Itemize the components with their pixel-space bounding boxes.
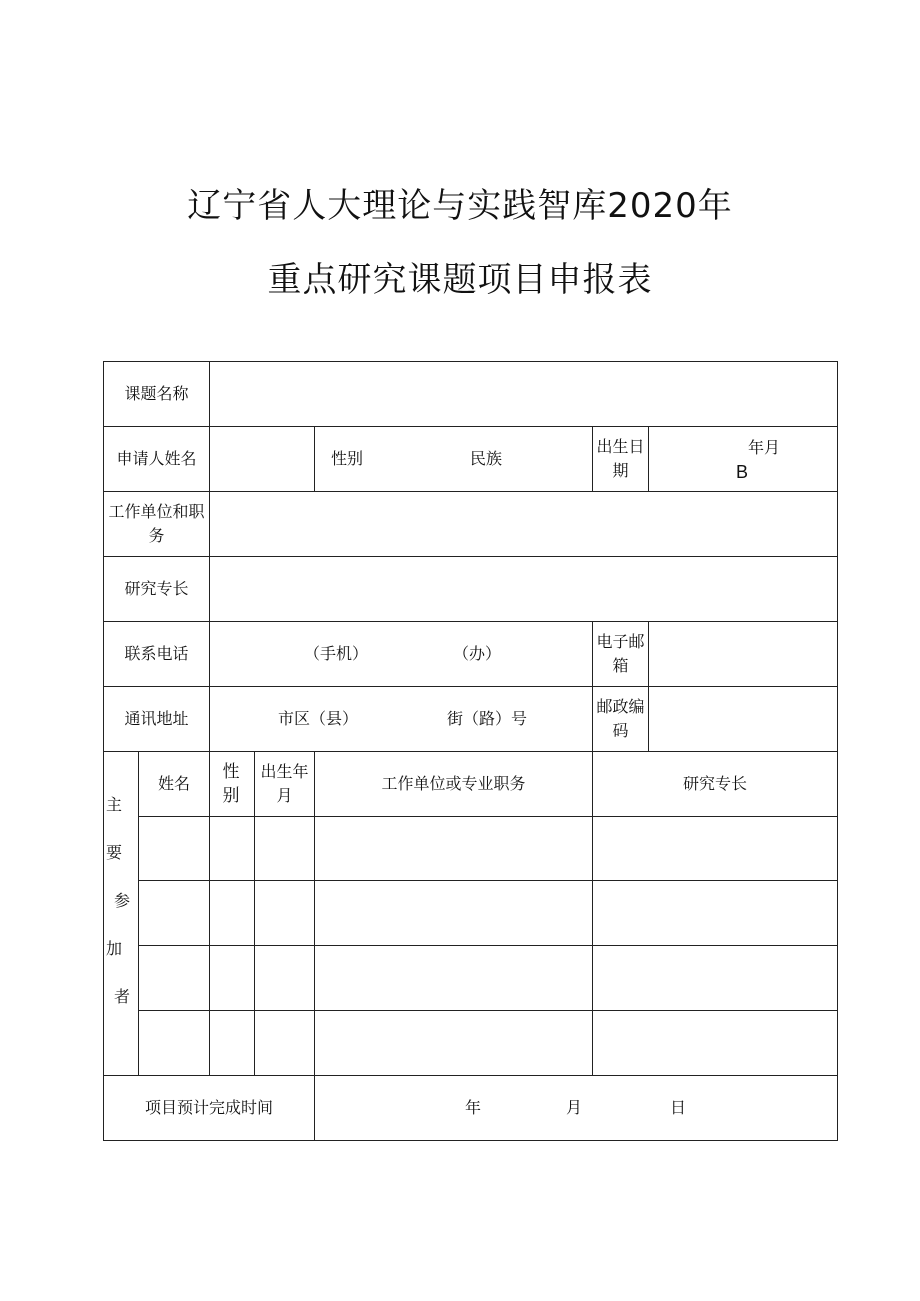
participant-name-cell[interactable] xyxy=(139,1011,209,1075)
participant-specialty-cell[interactable] xyxy=(593,881,837,945)
participant-specialty-cell[interactable] xyxy=(593,946,837,1010)
birth-date-extra: B xyxy=(735,462,748,482)
participant-name-header: 姓名 xyxy=(157,774,190,793)
participant-birth-cell[interactable] xyxy=(255,881,314,945)
birth-date-label: 出生日期 xyxy=(596,437,645,480)
participant-name-cell[interactable] xyxy=(139,817,209,880)
form-title-line-1: 辽宁省人大理论与实践智库2020年 xyxy=(187,186,733,226)
ethnicity-field[interactable] xyxy=(520,427,592,491)
specialty-label: 研究专长 xyxy=(124,579,189,598)
participant-birth-header: 出生年月 xyxy=(260,762,309,805)
postal-code-field[interactable] xyxy=(649,687,837,751)
participant-name-cell[interactable] xyxy=(139,881,209,945)
participants-label-char: 者 xyxy=(114,987,131,1006)
specialty-field[interactable] xyxy=(210,557,837,621)
email-field[interactable] xyxy=(649,622,837,686)
completion-day-label: 日 xyxy=(669,1098,686,1117)
participant-gender-cell[interactable] xyxy=(210,881,254,945)
participants-label-char: 加 xyxy=(106,939,123,958)
participant-gender-cell[interactable] xyxy=(210,946,254,1010)
phone-mobile-label: （手机） xyxy=(303,644,368,663)
participant-work-cell[interactable] xyxy=(315,881,592,945)
participant-work-cell[interactable] xyxy=(315,817,592,880)
completion-year-label: 年 xyxy=(464,1098,481,1117)
email-label: 电子邮箱 xyxy=(596,632,645,675)
participant-specialty-cell[interactable] xyxy=(593,817,837,880)
participant-work-header: 工作单位或专业职务 xyxy=(381,774,526,793)
phone-label: 联系电话 xyxy=(124,644,189,663)
participant-gender-cell[interactable] xyxy=(210,1011,254,1075)
work-unit-label: 工作单位和职务 xyxy=(108,502,205,545)
participant-birth-cell[interactable] xyxy=(255,817,314,880)
participants-label-char: 要 xyxy=(106,843,123,862)
applicant-name-field[interactable] xyxy=(210,427,314,491)
participants-label-char: 参 xyxy=(114,891,131,910)
participants-label-char: 主 xyxy=(106,795,123,814)
address-city-label: 市区（县） xyxy=(277,709,358,728)
completion-time-label: 项目预计完成时间 xyxy=(144,1098,273,1117)
participant-birth-cell[interactable] xyxy=(255,1011,314,1075)
birth-date-value[interactable]: 年月 xyxy=(747,438,780,457)
form-title-line-2: 重点研究课题项目申报表 xyxy=(267,260,653,300)
work-unit-field[interactable] xyxy=(210,492,837,556)
participant-specialty-header: 研究专长 xyxy=(682,774,747,793)
participant-gender-cell[interactable] xyxy=(210,817,254,880)
gender-label: 性别 xyxy=(330,449,363,468)
table-line xyxy=(837,361,838,1141)
gender-field[interactable] xyxy=(380,427,450,491)
ethnicity-label: 民族 xyxy=(469,449,502,468)
address-label: 通讯地址 xyxy=(124,709,189,728)
participant-name-cell[interactable] xyxy=(139,946,209,1010)
participant-birth-cell[interactable] xyxy=(255,946,314,1010)
topic-name-field[interactable] xyxy=(210,362,837,426)
completion-month-label: 月 xyxy=(565,1098,582,1117)
participant-specialty-cell[interactable] xyxy=(593,1011,837,1075)
table-line xyxy=(648,426,649,491)
table-line xyxy=(103,1140,838,1141)
participant-gender-header: 性别 xyxy=(222,762,240,806)
applicant-name-label: 申请人姓名 xyxy=(116,449,197,468)
phone-office-label: （办） xyxy=(453,644,502,663)
postal-code-label: 邮政编码 xyxy=(596,697,645,740)
topic-name-label: 课题名称 xyxy=(124,384,189,403)
participant-work-cell[interactable] xyxy=(315,1011,592,1075)
participant-work-cell[interactable] xyxy=(315,946,592,1010)
address-street-label: 街（路）号 xyxy=(446,709,527,728)
